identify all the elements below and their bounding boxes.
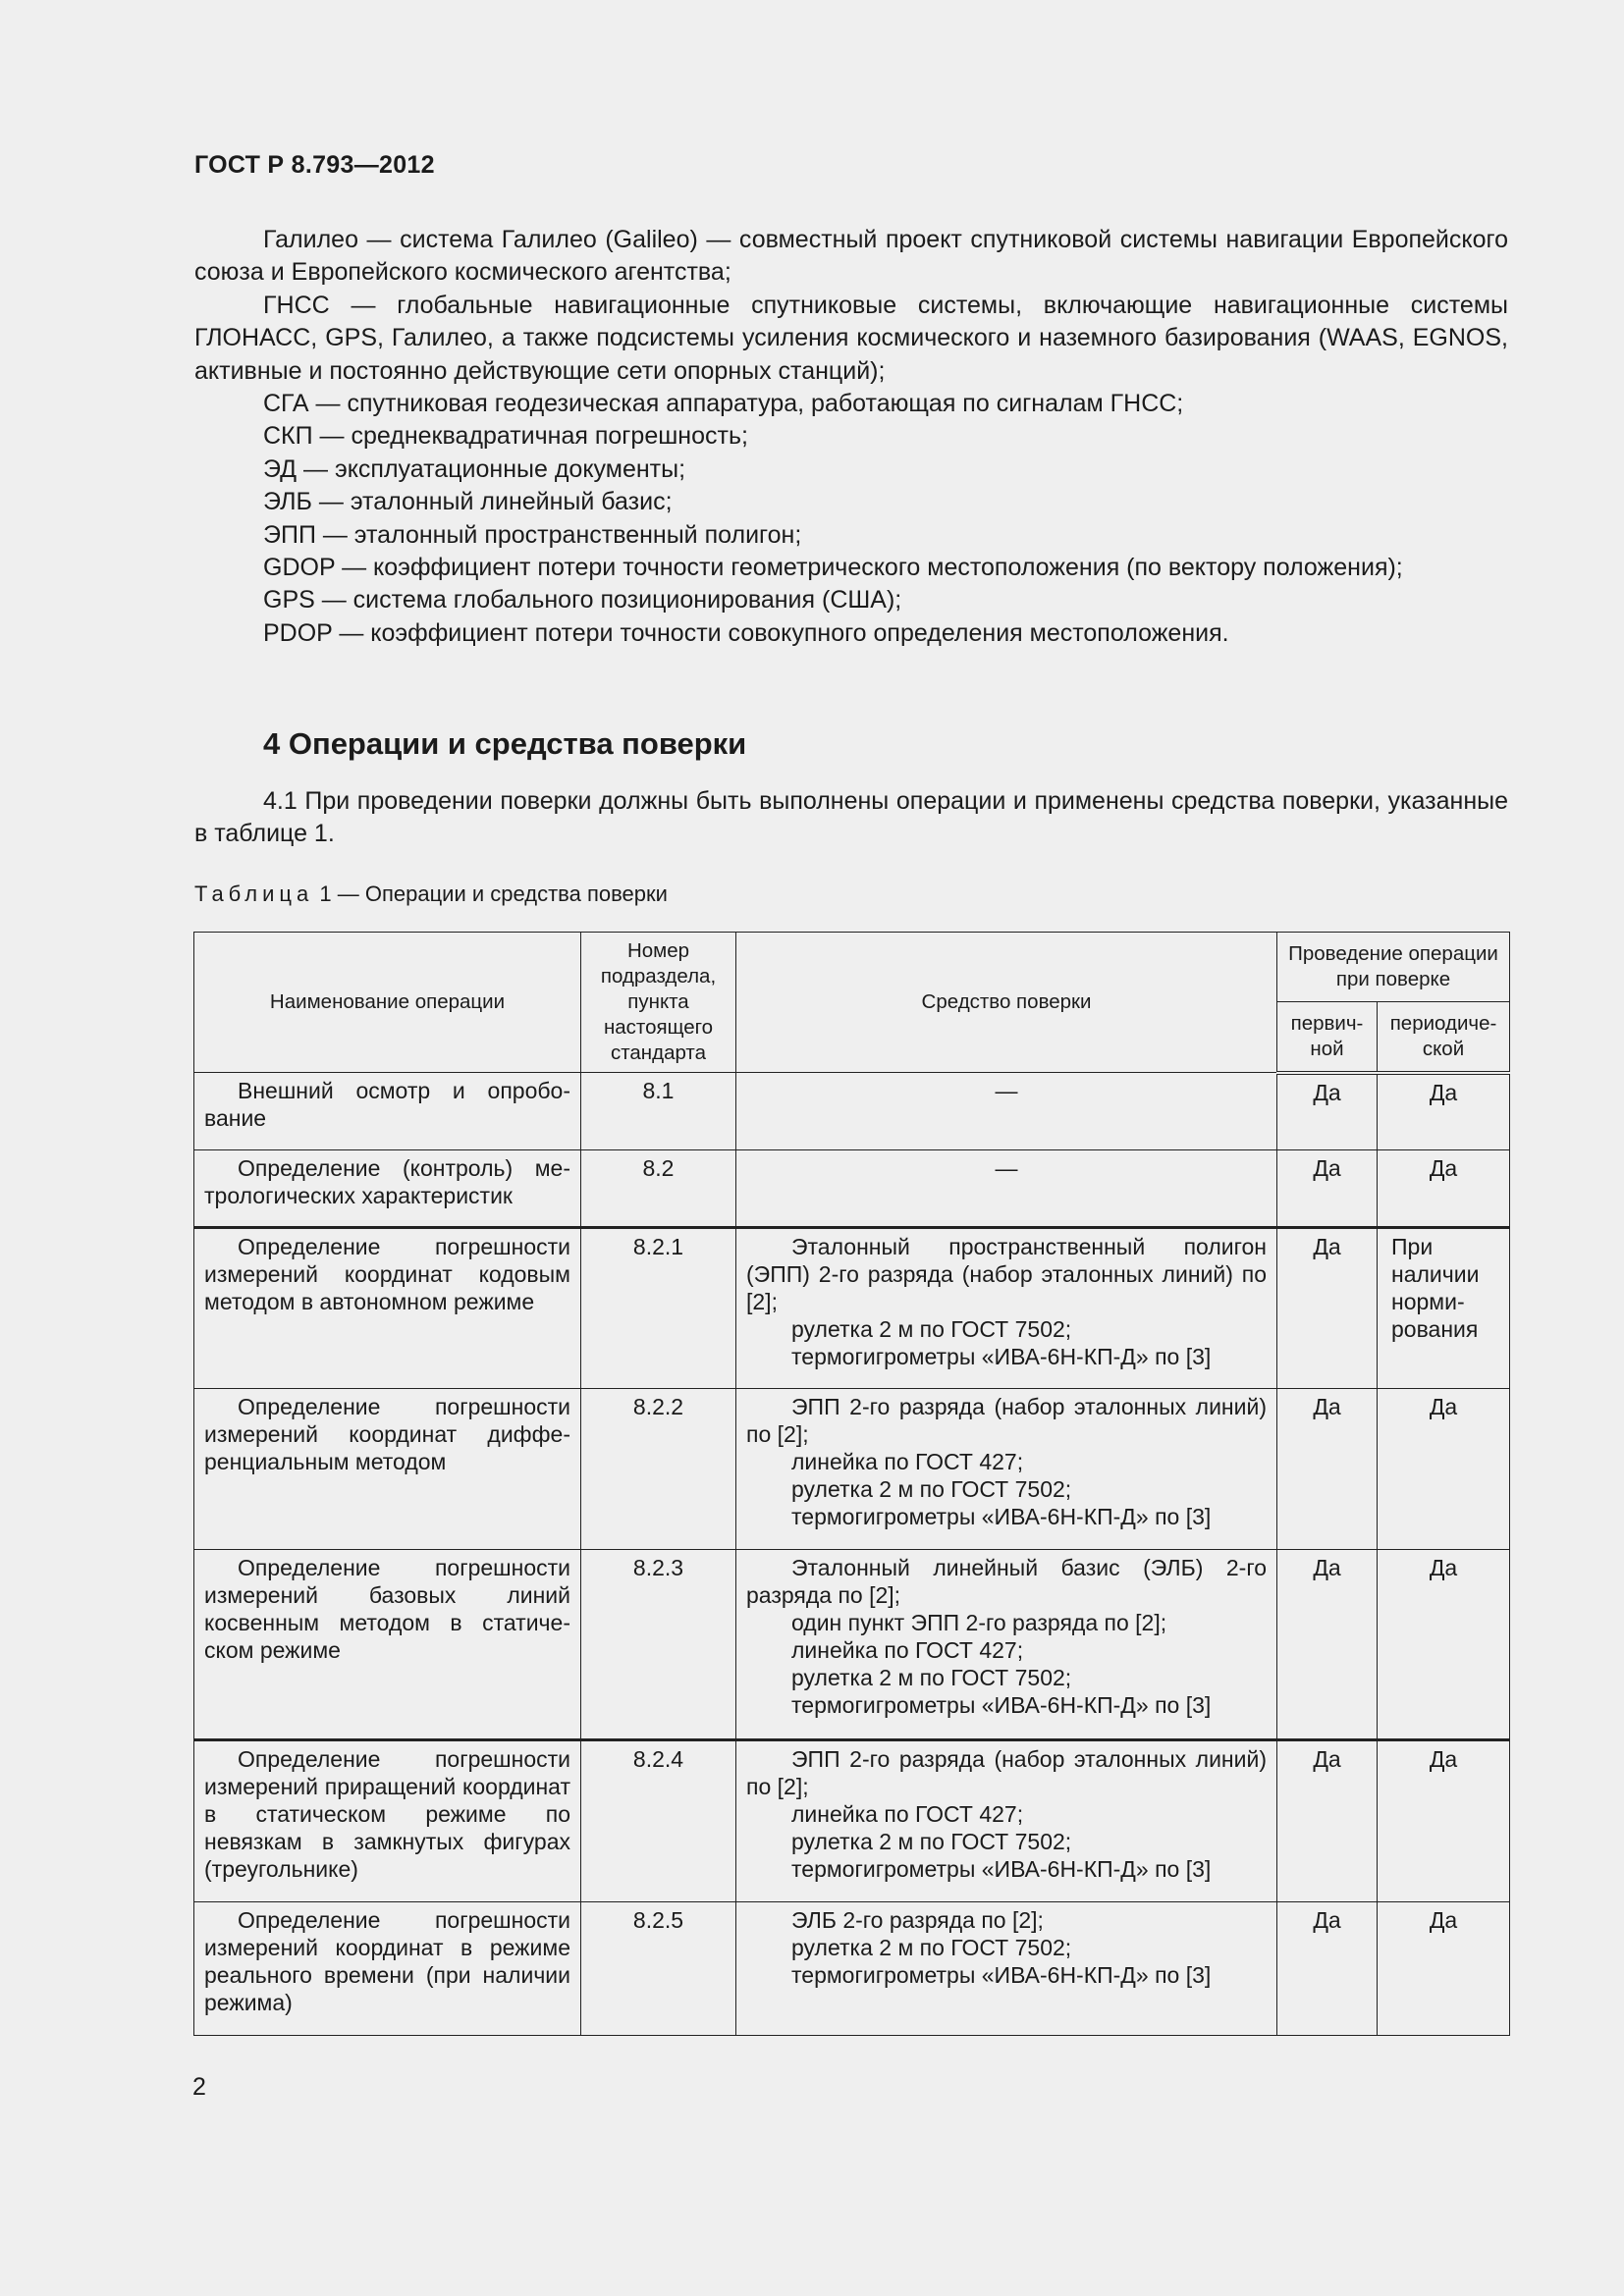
page-number: 2 <box>192 2073 206 2101</box>
table-caption-prefix: Таблица <box>194 881 314 906</box>
operations-table <box>193 932 1510 2036</box>
periodic-flag: Да <box>1378 1389 1510 1550</box>
abbreviations-list <box>194 224 1508 650</box>
table-row <box>194 1150 1510 1228</box>
definition-item: СГА — спутниковая геодезическая аппаратура, работающая по сигналам ГНСС; <box>263 390 1184 418</box>
table-row <box>194 1389 1510 1550</box>
definition-item: GPS — система глобального позиционирования (США); <box>263 586 902 614</box>
section-number: 8.1 <box>581 1073 736 1150</box>
verification-means: ЭПП 2-го разряда (набор эталонных линий) по [2]; линейка по ГОСТ 427; рулетка 2 м по ГОСТ 7502; термогигрометры «ИВА-6Н-КП-Д» по [3] <box>736 1740 1277 1902</box>
section-number: 8.2.2 <box>581 1389 736 1550</box>
table-row <box>194 1550 1510 1740</box>
section-heading: 4 Операции и средства поверки <box>263 726 747 761</box>
operation-name: Определение погрешности измерений координат в режиме реального времени (при наличии режима) <box>194 1902 581 2036</box>
primary-flag: Да <box>1277 1073 1378 1150</box>
table-row <box>194 1740 1510 1902</box>
table-row <box>194 1228 1510 1389</box>
periodic-flag: Да <box>1378 1740 1510 1902</box>
verification-means: Эталонный линейный базис (ЭЛБ) 2-го разряда по [2]; один пункт ЭПП 2-го разряда по [2]; линейка по ГОСТ 427; рулетка 2 м по ГОСТ 7502; термогигрометры «ИВА-6Н-КП-Д» по [3] <box>736 1550 1277 1740</box>
periodic-flag: Да <box>1378 1073 1510 1150</box>
verification-means: ЭПП 2-го разряда (набор эталонных линий) по [2]; линейка по ГОСТ 427; рулетка 2 м по ГОСТ 7502; термогигрометры «ИВА-6Н-КП-Д» по [3] <box>736 1389 1277 1550</box>
periodic-flag: Да <box>1378 1550 1510 1740</box>
document-header: ГОСТ Р 8.793—2012 <box>194 151 435 179</box>
operation-name: Определение погрешности измерений базовых линий косвенным методом в статическом режиме <box>194 1550 581 1740</box>
section-number: 8.2 <box>581 1150 736 1228</box>
definition-item: Галилео — система Галилео (Galileo) — совместный проект спутниковой системы навигации Европейского союза и Европейского космического агентства; <box>194 226 1508 287</box>
section-number: 8.2.3 <box>581 1550 736 1740</box>
header-section-number: Номер подраздела, пункта настоящего стандарта <box>581 933 736 1073</box>
periodic-flag: При наличии нормирования <box>1378 1228 1510 1389</box>
primary-flag: Да <box>1277 1740 1378 1902</box>
primary-flag: Да <box>1277 1389 1378 1550</box>
periodic-flag: Да <box>1378 1150 1510 1228</box>
section-paragraph: 4.1 При проведении поверки должны быть выполнены операции и применены средства поверки, указанные в таблице 1. <box>194 787 1508 848</box>
operation-name: Определение погрешности измерений координат дифференциальным методом <box>194 1389 581 1550</box>
section-number: 8.2.1 <box>581 1228 736 1389</box>
operation-name: Внешний осмотр и опробование <box>194 1073 581 1150</box>
header-operation-name: Наименование операции <box>194 933 581 1073</box>
section-number: 8.2.4 <box>581 1740 736 1902</box>
verification-means: — <box>736 1150 1277 1228</box>
primary-flag: Да <box>1277 1150 1378 1228</box>
table-caption <box>194 881 668 907</box>
definition-item: ЭД — эксплуатационные документы; <box>263 454 686 483</box>
definition-item: ЭЛБ — эталонный линейный базис; <box>263 488 673 516</box>
table-caption-title: 1 — Операции и средства поверки <box>313 881 668 906</box>
periodic-flag: Да <box>1378 1902 1510 2036</box>
definition-item: PDOP — коэффициент потери точности совокупного определения местоположения. <box>263 618 1229 647</box>
primary-flag: Да <box>1277 1550 1378 1740</box>
operation-name: Определение погрешности измерений приращений координат в статическом режиме по невязкам в замкнутых фигурах (треугольнике) <box>194 1740 581 1902</box>
header-primary: первичной <box>1277 1001 1378 1072</box>
table-header-row <box>194 933 1510 1002</box>
verification-means: ЭЛБ 2-го разряда по [2]; рулетка 2 м по ГОСТ 7502; термогигрометры «ИВА-6Н-КП-Д» по [3] <box>736 1902 1277 2036</box>
primary-flag: Да <box>1277 1228 1378 1389</box>
definition-item: ЭПП — эталонный пространственный полигон; <box>263 520 802 549</box>
section-number: 8.2.5 <box>581 1902 736 2036</box>
definition-item: СКП — среднеквадратичная погрешность; <box>263 422 748 451</box>
header-periodic: периодической <box>1378 1001 1510 1072</box>
primary-flag: Да <box>1277 1902 1378 2036</box>
verification-means: — <box>736 1073 1277 1150</box>
header-verification-means: Средство поверки <box>736 933 1277 1073</box>
table-row <box>194 1902 1510 2036</box>
definition-item: GDOP — коэффициент потери точности геометрического местоположения (по вектору положения); <box>263 554 1403 582</box>
header-conduct: Проведение операции при поверке <box>1277 933 1510 1002</box>
verification-means: Эталонный пространственный полигон (ЭПП) 2-го разряда (набор эталонных линий) по [2]; рулетка 2 м по ГОСТ 7502; термогигрометры «ИВА-6Н-КП-Д» по [3] <box>736 1228 1277 1389</box>
definition-item: ГНСС — глобальные навигационные спутниковые системы, включающие навигационные системы ГЛОНАСС, GPS, Галилео, а также подсистемы усиления космического и наземного базирования (WAAS, EGNOS, активные и постоянно действующие сети опорных станций); <box>194 291 1508 385</box>
table-row <box>194 1073 1510 1150</box>
operation-name: Определение (контроль) метрологических характеристик <box>194 1150 581 1228</box>
operation-name: Определение погрешности измерений координат кодовым методом в автономном режиме <box>194 1228 581 1389</box>
